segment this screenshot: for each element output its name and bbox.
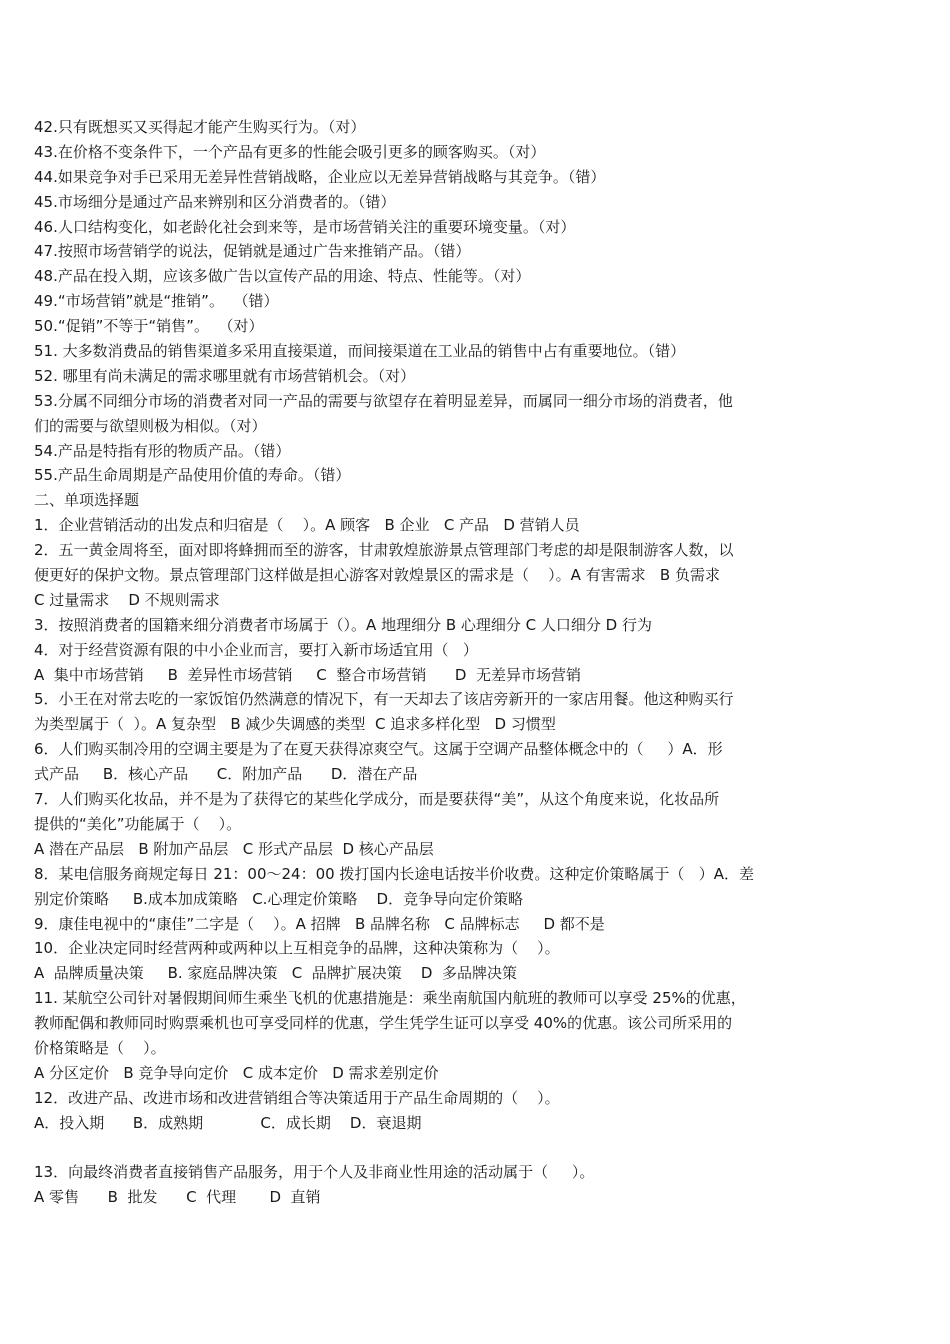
item-43: 43.在价格不变条件下，一个产品有更多的性能会吸引更多的顾客购买。（对） [34,142,546,161]
item-48: 48.产品在投入期，应该多做广告以宣传产品的用途、特点、性能等。（对） [34,267,531,286]
question-5-line1: 5．小王在对常去吃的一家饭馆仍然满意的情况下，有一天却去了该店旁新开的一家店用餐。他这种购买行 [34,690,734,709]
question-1: 1．企业营销活动的出发点和归宿是（ ）。A 顾客 B 企业 C 产品 D 营销人员 [34,516,580,535]
document-page [34,115,824,1210]
question-7-line1: 7．人们购买化妆品，并不是为了获得它的某些化学成分，而是要获得“美”，从这个角度来说，化妆品所 [34,790,720,809]
question-8-line1: 8．某电信服务商规定每日 21：00～24：00 拨打国内长途电话按半价收费。这种定价策略属于（ ）A．差 [34,864,754,883]
question-2-line1: 2．五一黄金周将至，面对即将蜂拥而至的游客，甘肃敦煌旅游景点管理部门考虑的却是限制游客人数，以 [34,541,734,560]
question-7-options: A 潜在产品层 B 附加产品层 C 形式产品层 D 核心产品层 [34,839,434,858]
question-4: 4．对于经营资源有限的中小企业而言，要打入新市场适宜用（ ） [34,640,478,659]
item-54: 54.产品是特指有形的物质产品。（错） [34,441,291,460]
item-53-line1: 53.分属不同细分市场的消费者对同一产品的需要与欲望存在着明显差异，而属同一细分市场的消费者，他 [34,391,733,410]
question-2-line2: 便更好的保护文物。景点管理部门这样做是担心游客对敦煌景区的需求是（ ）。A 有害需求 B 负需求 [34,566,720,585]
item-50: 50.“促销”不等于“销售”。 （对） [34,317,264,336]
question-8-line2: 别定价策略 B.成本加成策略 C.心理定价策略 D．竞争导向定价策略 [34,889,524,908]
blank-line [34,1136,824,1161]
question-10-options: A 品牌质量决策 B. 家庭品牌决策 C 品牌扩展决策 D 多品牌决策 [34,964,517,983]
question-6-line2: 式产品 B．核心产品 C．附加产品 D．潜在产品 [34,765,418,784]
question-7-line2: 提供的“美化”功能属于（ ）。 [34,814,242,833]
item-52: 52. 哪里有尚未满足的需求哪里就有市场营销机会。（对） [34,366,416,385]
question-11-line3: 价格策略是（ ）。 [34,1038,166,1057]
question-2-line3: C 过量需求 D 不规则需求 [34,590,220,609]
question-5-line2: 为类型属于（ ）。A 复杂型 B 减少失调感的类型 C 追求多样化型 D 习惯型 [34,715,556,734]
question-11-line2: 教师配偶和教师同时购票乘机也可享受同样的优惠，学生凭学生证可以享受 40%的优惠。该公司所采用的 [34,1014,733,1033]
question-9: 9．康佳电视中的“康佳”二字是（ ）。A 招牌 B 品牌名称 C 品牌标志 D 都不是 [34,914,605,933]
section-heading: 二、单项选择题 [34,491,140,510]
question-3: 3．按照消费者的国籍来细分消费者市场属于（）。A 地理细分 B 心理细分 C 人口细分 D 行为 [34,615,652,634]
item-42: 42.只有既想买又买得起才能产生购买行为。（对） [34,118,366,136]
item-44: 44.如果竞争对手已采用无差异性营销战略，企业应以无差异营销战略与其竞争。（错） [34,167,606,186]
question-13: 13．向最终消费者直接销售产品服务，用于个人及非商业性用途的活动属于（ ）。 [34,1163,595,1182]
item-47: 47.按照市场营销学的说法，促销就是通过广告来推销产品。（错） [34,242,471,261]
question-12-options: A．投入期 B．成熟期 C．成长期 D．衰退期 [34,1113,422,1132]
item-51: 51. 大多数消费品的销售渠道多采用直接渠道，而间接渠道在工业品的销售中占有重要地位。（错） [34,342,686,361]
question-11-line1: 11. 某航空公司针对暑假期间师生乘坐飞机的优惠措施是：乘坐南航国内航班的教师可以享受 25%的优惠， [34,989,746,1008]
item-46: 46.人口结构变化，如老龄化社会到来等，是市场营销关注的重要环境变量。（对） [34,217,576,236]
item-53-line2: 们的需要与欲望则极为相似。（对） [34,416,267,435]
question-11-options: A 分区定价 B 竞争导向定价 C 成本定价 D 需求差别定价 [34,1063,439,1082]
question-4-options: A 集中市场营销 B 差异性市场营销 C 整合市场营销 D 无差异市场营销 [34,665,582,684]
question-10: 10．企业决定同时经营两种或两种以上互相竞争的品牌，这种决策称为（ ）。 [34,939,560,958]
question-6-line1: 6．人们购买制冷用的空调主要是为了在夏天获得凉爽空气。这属于空调产品整体概念中的（ ）A．形 [34,740,723,759]
item-49: 49.“市场营销”就是“推销”。 （错） [34,292,279,311]
item-45: 45.市场细分是通过产品来辨别和区分消费者的。（错） [34,192,396,211]
item-55: 55.产品生命周期是产品使用价值的寿命。（错） [34,466,351,485]
question-12: 12．改进产品、改进市场和改进营销组合等决策适用于产品生命周期的（ ）。 [34,1088,560,1107]
question-13-options: A 零售 B 批发 C 代理 D 直销 [34,1188,321,1207]
